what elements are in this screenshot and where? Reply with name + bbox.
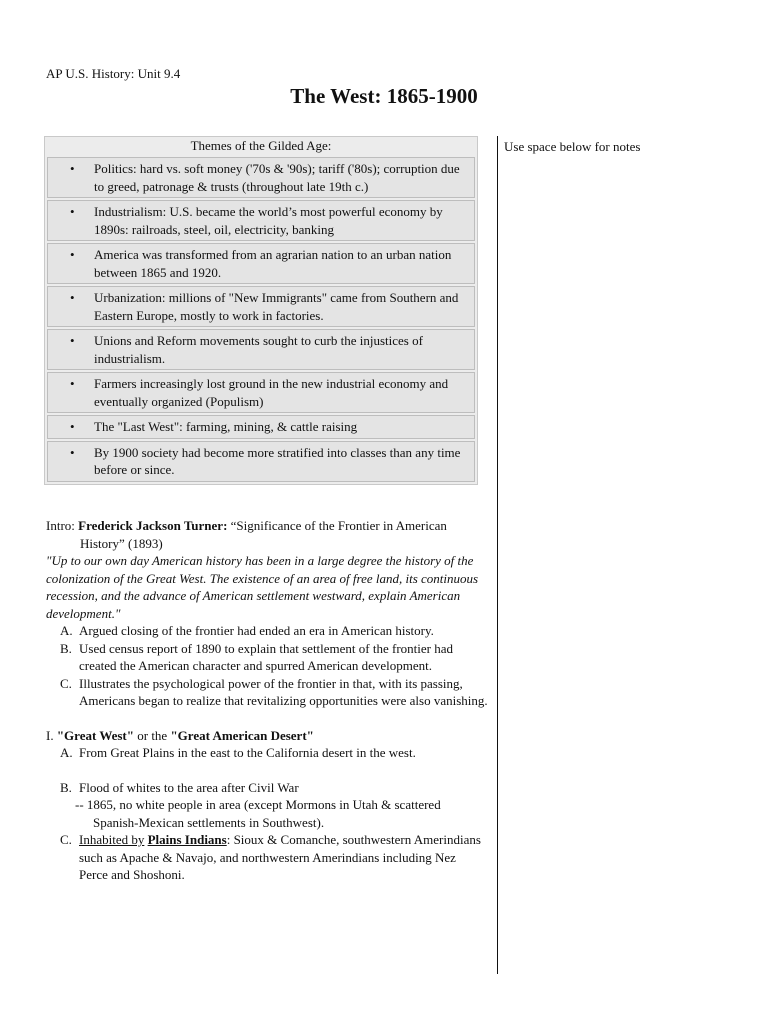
intro-work: “Significance of the Frontier in American History” (1893)	[80, 518, 447, 551]
theme-text: Unions and Reform movements sought to curb the injustices of industrialism.	[94, 333, 423, 366]
intro-point	[46, 675, 488, 710]
point-label: B.	[60, 779, 72, 795]
themes-heading: Themes of the Gilded Age:	[190, 138, 332, 153]
section-heading	[46, 727, 488, 745]
point-label: A.	[60, 623, 73, 638]
theme-text: Politics: hard vs. soft money ('70s & '90s); tariff ('80s); corruption due to greed, patronage & trusts (throughout late 19th c.)	[94, 161, 460, 194]
sub-point: -- 1865, no white people in area (except Mormons in Utah & scattered Spanish-Mexican settlements in Southwest).	[75, 797, 441, 830]
point-label: C.	[60, 675, 72, 691]
point-label: A.	[60, 745, 73, 760]
point-text: From Great Plains in the east to the California desert in the west.	[79, 745, 416, 760]
point-text: Argued closing of the frontier had ended an era in American history.	[79, 623, 434, 638]
notes-label: Use space below for notes	[504, 139, 641, 154]
theme-item	[47, 243, 475, 284]
intro-line	[46, 517, 488, 552]
theme-item	[47, 372, 475, 413]
intro-person: Frederick Jackson Turner:	[78, 518, 228, 533]
theme-item	[47, 157, 475, 198]
theme-text: Farmers increasingly lost ground in the new industrial economy and eventually organized (Populism)	[94, 376, 449, 409]
theme-text: Urbanization: millions of "New Immigrants" came from Southern and Eastern Europe, mostly to work in factories.	[94, 290, 459, 323]
section-point	[46, 831, 488, 884]
section-term-2: "Great American Desert"	[170, 727, 314, 743]
theme-text: By 1900 society had become more stratified into classes than any time before or since.	[94, 444, 461, 477]
intro-point	[46, 640, 488, 675]
theme-item	[47, 415, 475, 439]
point-label: B.	[60, 640, 72, 656]
theme-item	[47, 200, 475, 241]
notes-divider	[497, 136, 498, 974]
section-term-1: "Great West"	[56, 727, 134, 743]
section-point	[46, 744, 488, 762]
theme-item	[47, 329, 475, 370]
turner-quote: "Up to our own day American history has been in a large degree the history of the colonization of the Great West. The existence of an area of free land, its continuous recession, and the advance of American settlement westward, explain American development."	[46, 553, 479, 621]
point-text: Illustrates the psychological power of the frontier in that, with its passing, Americans began to realize that revitalizing opportunities were also vanishing.	[79, 675, 488, 708]
theme-text: America was transformed from an agrarian nation to an urban nation between 1865 and 1920.	[94, 247, 452, 280]
themes-table	[44, 136, 478, 485]
page-title: The West: 1865-1900	[290, 84, 478, 108]
point-label: C.	[60, 832, 72, 847]
section-numeral: I.	[46, 727, 54, 743]
section-or: or the	[137, 727, 168, 743]
point-text: : Sioux & Comanche, southwestern Amerindians such as Apache & Navajo, and northwestern Amerindians including Nez Perce and Shoshoni.	[79, 832, 481, 882]
intro-label: Intro:	[46, 518, 75, 533]
outline-body	[46, 517, 488, 884]
course-label: AP U.S. History: Unit 9.4	[46, 66, 181, 81]
theme-item	[47, 286, 475, 327]
point-lead: Inhabited by	[79, 832, 145, 847]
point-text: Flood of whites to the area after Civil War	[79, 779, 299, 795]
theme-item	[47, 441, 475, 482]
point-term: Plains Indians	[147, 832, 227, 847]
theme-text: Industrialism: U.S. became the world’s most powerful economy by 1890s: railroads, steel, oil, electricity, banking	[94, 204, 443, 237]
section-point	[46, 779, 488, 797]
intro-point	[46, 622, 488, 640]
theme-text: The "Last West": farming, mining, & cattle raising	[94, 419, 358, 434]
point-text: Used census report of 1890 to explain that settlement of the frontier had created the American character and spurred American development.	[79, 640, 454, 673]
